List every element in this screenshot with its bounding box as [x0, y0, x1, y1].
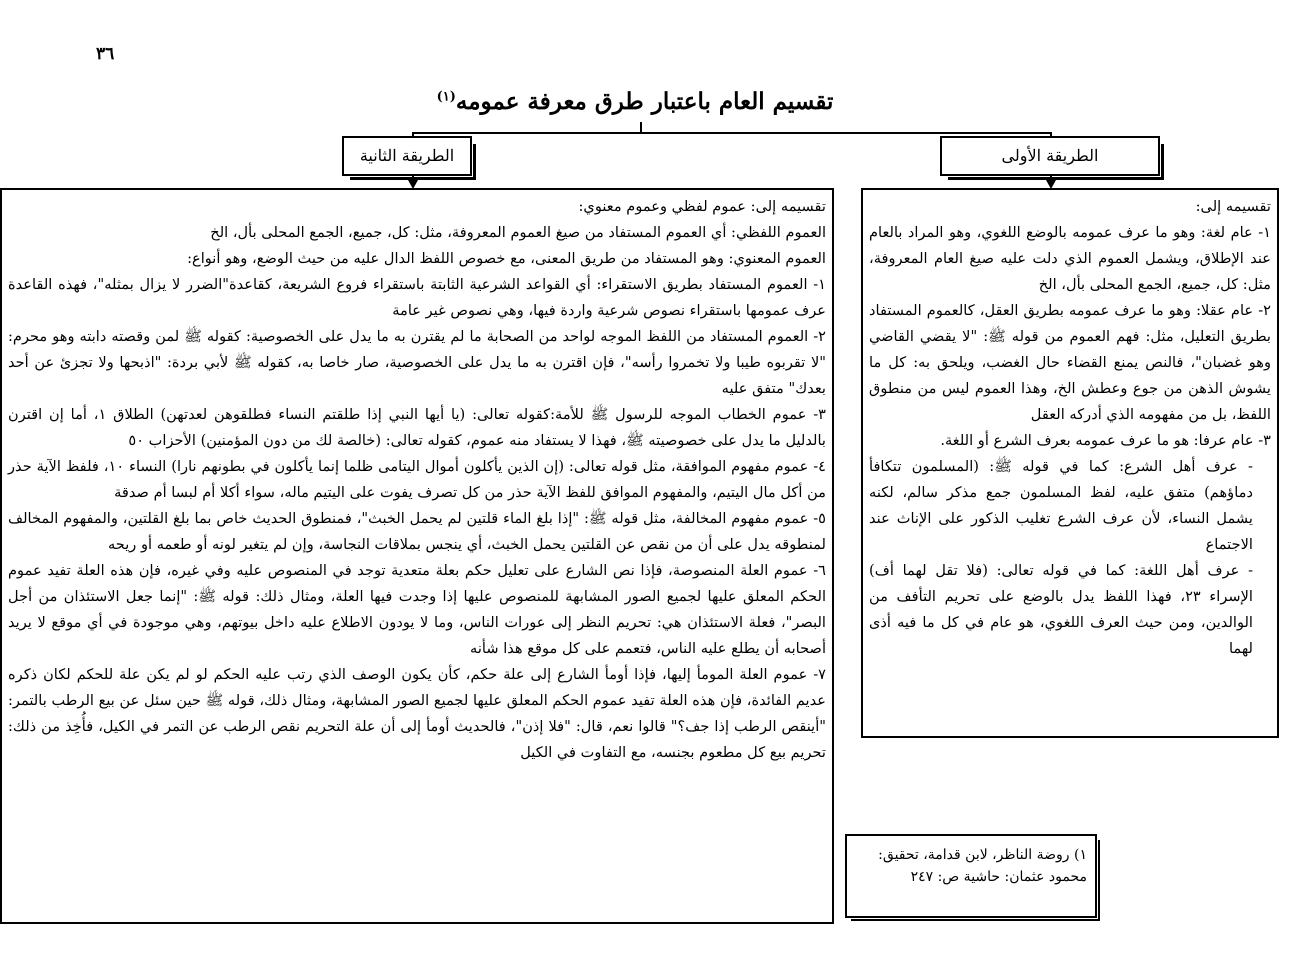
second-method-content	[0, 188, 834, 924]
second-item-3: ٣- عموم الخطاب الموجه للرسول ﷺ للأمة:كقوله تعالى: (يا أيها النبي إذا طلقتم النساء فطلقوهن لعدتهن) الطلاق ١، أما إن اقترن بالدليل ما يدل على خصوصيته ﷺ، فهذا لا يستفاد منه عموم، كقوله تعالى: (خالصة لك من دون المؤمنين) الأحزاب ٥٠	[8, 406, 827, 449]
first-subitem-lugha: - عرف أهل اللغة: كما في قوله تعالى: (فلا تقل لهما أف) الإسراء ٢٣، فهذا اللفظ يدل بالوضع على تحريم التأفف من الوالدين، ومن حيث العرف اللغوي، هو عام في كل ما فيه أذى لهما	[869, 562, 1253, 657]
method-first-label: الطريقة الأولى	[1001, 146, 1099, 165]
method-first-box	[940, 136, 1160, 176]
second-item-4: ٤- عموم مفهوم الموافقة، مثل قوله تعالى: (إن الذين يأكلون أموال اليتامى ظلما إنما يأكلون في بطونهم نارا) النساء ١٠، فلفظ الآية حذر من أكل مال اليتيم، والمفهوم الموافق للفظ الآية حذر من كل تصرف يفوت على اليتيم ماله، سواء أكلا أم لبسا أم صدقة	[8, 458, 826, 501]
second-intro: تقسيمه إلى: عموم لفظي وعموم معنوي:	[578, 198, 826, 215]
second-item-7: ٧- عموم العلة المومأ إليها، فإذا أومأ الشارع إلى علة حكم، كأن يكون الوصف الذي رتب عليه الحكم لو لم يكن علة للحكم لكان ذكره عديم الفائدة، فإن هذه العلة تفيد عموم الحكم المعلق عليها لجميع الصور المشابهة، ومثال ذلك، قوله ﷺ حين سئل عن بيع الرطب بالتمر: "أينقص الرطب إذا جف؟" قالوا نعم، قال: "فلا إذن"، فالحديث أومأ إلى أن علة التحريم نقص الرطب عن التمر في الكيل، فأُخِذ من ذلك: تحريم بيع كل مطعوم بجنسه، مع التفاوت في الكيل	[8, 666, 826, 761]
first-item-2: ٢- عام عقلا: وهو ما عرف عمومه بطريق العقل، كالعموم المستفاد بطريق التعليل، مثل: فهم العموم من قوله ﷺ: "لا يقضي القاضي وهو غضبان"، فالنص يمنع القضاء حال الغضب، ويلحق به: كل ما يشوش الذهن من جوع وعطش الخ، وهذا العموم ليس من منطوق اللفظ، بل من مفهومه الذي أدركه العقل	[869, 302, 1271, 423]
connector-horizontal	[412, 132, 1052, 134]
footnote-line-1: ١) روضة الناظر، لابن قدامة، تحقيق:	[878, 847, 1087, 863]
second-item-2: ٢- العموم المستفاد من اللفظ الموجه لواحد من الصحابة ما لم يقترن به ما يدل على الخصوصية: كقوله ﷺ لمن وقصته دابته وهو محرم: "لا تقربوه طيبا ولا تخمروا رأسه"، فإن اقترن به ما يدل على الخصوصية، صار خاصا به، كقوله ﷺ لأبي بردة: "اذبحها ولا تجزئ عن أحد بعدك" متفق عليه	[8, 328, 826, 397]
footnote-box	[845, 834, 1097, 918]
page-title	[400, 88, 870, 115]
second-item-6: ٦- عموم العلة المنصوصة، فإذا نص الشارع على تعليل حكم بعلة متعدية توجد في المنصوص عليه وفي غيره، فإن هذه العلة تفيد عموم الحكم المعلق عليها لجميع الصور المشابهة للمنصوص عليها إذا وجدت فيها العلة، ومثال ذلك: قوله ﷺ: "إنما جعل الاستئذان من أجل البصر"، فعلة الاستئذان هي: تحريم النظر إلى عورات الناس، وما لا يودون الاطلاع عليه داخل بيوتهم، وهي موجودة في أي موقع لا يريد أصحابه أن يطلع عليه الناس، فتعمم على كل موقع هذا شأنه	[8, 562, 826, 657]
second-item-1: ١- العموم المستفاد بطريق الاستقراء: أي القواعد الشرعية الثابتة باستقراء فروع الشريعة، كقاعدة"الضرر لا يزال بمثله"، فهذه القاعدة عرف عمومها باستقراء نصوص شرعية واردة فيها، وهي نصوص غير عامة	[8, 276, 826, 319]
page-number: ٣٦	[96, 44, 115, 64]
first-item-3: ٣- عام عرفا: هو ما عرف عمومه بعرف الشرع أو اللغة.	[940, 432, 1271, 449]
second-lafzi: العموم اللفظي: أي العموم المستفاد من صيغ العموم المعروفة، مثل: كل، جميع، الجمع المحلى بأل، الخ	[210, 224, 826, 241]
method-second-box	[342, 136, 472, 176]
first-method-content	[861, 188, 1279, 738]
first-intro: تقسيمه إلى:	[1195, 198, 1271, 215]
second-item-5: ٥- عموم مفهوم المخالفة، مثل قوله ﷺ: "إذا بلغ الماء قلتين لم يحمل الخبث"، فمنطوق الحديث خاص بما بلغ القلتين، والمفهوم المخالف لمنطوقه يدل على أن من نقص عن القلتين يحمل الخبث، أي ينجس بملاقات النجاسة، وإن لم يتغير لونه أو طعمه أو ريحه	[8, 510, 826, 553]
title-footnote-ref: (١)	[436, 89, 456, 105]
first-subitem-shar: - عرف أهل الشرع: كما في قوله ﷺ: (المسلمون تتكافأ دماؤهم) متفق عليه، لفظ المسلمون جمع مذكر سالم، لكنه يشمل النساء، لأن عرف الشرع تغليب الذكور على الإناث عند الاجتماع	[869, 458, 1253, 553]
method-second-label: الطريقة الثانية	[359, 146, 455, 165]
first-item-1: ١- عام لغة: وهو ما عرف عمومه بالوضع اللغوي، وهو المراد بالعام عند الإطلاق، ويشمل العموم الذي دلت عليه صيغ العام المعروفة، مثل: كل، جميع، الجمع المحلى بأل، الخ	[869, 224, 1271, 293]
title-text: تقسيم العام باعتبار طرق معرفة عمومه	[455, 88, 834, 115]
second-manawi: العموم المعنوي: وهو المستفاد من طريق المعنى، مع خصوص اللفظ الدال عليه من حيث الوضع، وهو أنواع:	[187, 250, 826, 267]
footnote-line-2: محمود عثمان: حاشية ص: ٢٤٧	[910, 869, 1087, 885]
